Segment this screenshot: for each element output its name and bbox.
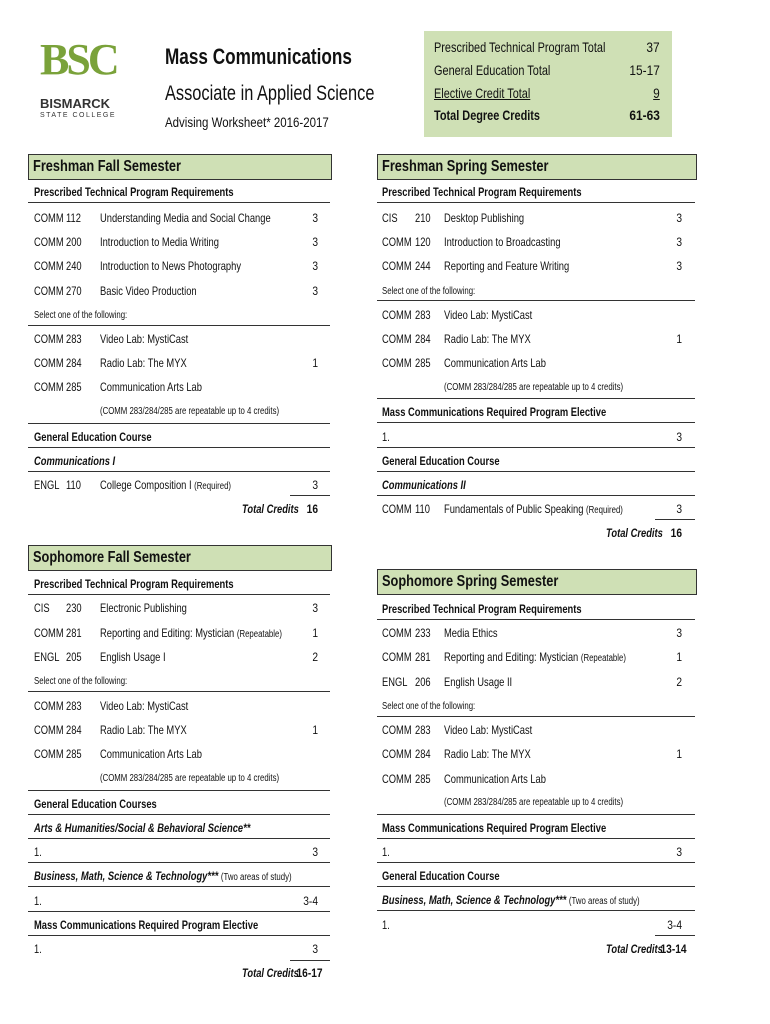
ss-elective-line: 1. xyxy=(382,845,390,859)
fs-course-dept: COMM xyxy=(382,235,412,249)
ss-select-label: Select one of the following: xyxy=(382,701,476,712)
fs-total-credits: 16 xyxy=(670,526,682,540)
fs-gen-credits: 3 xyxy=(676,502,682,516)
ff-course-credits: 3 xyxy=(312,284,318,298)
fs-gen-num: 110 xyxy=(415,502,430,516)
summary-value: 37 xyxy=(646,39,660,55)
logo-mark: BSC xyxy=(40,35,117,84)
ff-course-dept: COMM xyxy=(34,211,64,225)
ff-gen-num: 110 xyxy=(66,478,81,492)
ff-gen-name: College Composition I (Required) xyxy=(100,478,232,492)
ff-course-num: 112 xyxy=(66,211,81,225)
sf-choice-num: 284 xyxy=(66,723,82,737)
sf-total-credits: 16-17 xyxy=(296,966,323,980)
ff-gen-ed-heading: General Education Course xyxy=(34,430,152,444)
sf-choice-dept: COMM xyxy=(34,747,64,761)
fs-choice-name: Radio Lab: The MYX xyxy=(444,332,531,346)
ff-choice-name: Video Lab: MystiCast xyxy=(100,332,189,346)
ss-choice-dept: COMM xyxy=(382,772,412,786)
fs-choice-name: Video Lab: MystiCast xyxy=(444,308,533,322)
fs-gen-name: Fundamentals of Public Speaking (Required) xyxy=(444,502,623,516)
sf-elective-heading: Mass Communications Required Program Elective xyxy=(34,918,259,932)
ss-course-dept: COMM xyxy=(382,650,412,664)
ff-choice-name: Communication Arts Lab xyxy=(100,380,202,394)
sf-total-label: Total Credits xyxy=(242,966,299,980)
ss-category-2-credits: 3-4 xyxy=(667,918,682,932)
sophomore-spring-header: Sophomore Spring Semester xyxy=(377,569,697,595)
ss-total-credits: 13-14 xyxy=(660,942,687,956)
sf-category-1-credits: 3 xyxy=(312,845,318,859)
ff-gen-ed-category: Communications I xyxy=(34,454,116,468)
ss-course-name: English Usage II xyxy=(444,675,513,689)
sf-course-dept: ENGL xyxy=(34,650,60,664)
sf-choice-name: Video Lab: MystiCast xyxy=(100,699,189,713)
sf-repeat-note: (COMM 283/284/285 are repeatable up to 4 credits) xyxy=(100,773,280,784)
sf-gen-ed-heading: General Education Courses xyxy=(34,797,157,811)
sf-category-2-credits: 3-4 xyxy=(303,894,318,908)
fs-course-dept: COMM xyxy=(382,259,412,273)
summary-value: 15-17 xyxy=(629,62,660,78)
ff-course-credits: 3 xyxy=(312,235,318,249)
ss-course-num: 281 xyxy=(415,650,431,664)
sf-course-credits: 1 xyxy=(312,626,318,640)
ss-course-name: Media Ethics xyxy=(444,626,498,640)
summary-label: Elective Credit Total xyxy=(434,85,531,101)
ss-choice-name: Communication Arts Lab xyxy=(444,772,546,786)
fs-choice-num: 283 xyxy=(415,308,431,322)
summary-label: Total Degree Credits xyxy=(434,107,540,123)
ff-course-credits: 3 xyxy=(312,259,318,273)
fs-select-label: Select one of the following: xyxy=(382,286,476,297)
ss-choice-num: 284 xyxy=(415,747,431,761)
sf-course-num: 205 xyxy=(66,650,82,664)
ss-category-2: Business, Math, Science & Technology*** (Two areas of study) xyxy=(382,893,640,907)
ff-choice-num: 285 xyxy=(66,380,82,394)
logo-name: BISMARCK xyxy=(40,96,111,111)
summary-label: General Education Total xyxy=(434,62,551,78)
ss-choice-num: 285 xyxy=(415,772,431,786)
sf-elective-line: 1. xyxy=(34,942,42,956)
fs-elective-line: 1. xyxy=(382,430,390,444)
ss-choice-dept: COMM xyxy=(382,747,412,761)
ss-course-dept: COMM xyxy=(382,626,412,640)
summary-value: 9 xyxy=(653,85,660,101)
ss-choice-name: Radio Lab: The MYX xyxy=(444,747,531,761)
fs-ptpr-heading: Prescribed Technical Program Requirements xyxy=(382,185,582,199)
ff-course-dept: COMM xyxy=(34,259,64,273)
ss-course-credits: 1 xyxy=(676,650,682,664)
freshman-fall-header: Freshman Fall Semester xyxy=(28,154,332,180)
ff-choice-dept: COMM xyxy=(34,332,64,346)
ff-repeat-note: (COMM 283/284/285 are repeatable up to 4 credits) xyxy=(100,406,280,417)
ff-course-name: Understanding Media and Social Change xyxy=(100,211,271,225)
sf-choice-dept: COMM xyxy=(34,723,64,737)
sf-choice-credits: 1 xyxy=(312,723,318,737)
fs-choice-num: 285 xyxy=(415,356,431,370)
sf-choice-num: 283 xyxy=(66,699,82,713)
sf-select-label: Select one of the following: xyxy=(34,676,128,687)
sf-course-dept: CIS xyxy=(34,601,50,615)
ff-course-num: 200 xyxy=(66,235,82,249)
ss-repeat-note: (COMM 283/284/285 are repeatable up to 4 credits) xyxy=(444,797,624,808)
ff-total-label: Total Credits xyxy=(242,502,299,516)
ff-choice-dept: COMM xyxy=(34,356,64,370)
ss-choice-name: Video Lab: MystiCast xyxy=(444,723,533,737)
ss-choice-dept: COMM xyxy=(382,723,412,737)
credit-summary-box xyxy=(424,31,672,137)
ss-ptpr-heading: Prescribed Technical Program Requirements xyxy=(382,602,582,616)
worksheet-year: Advising Worksheet* 2016-2017 xyxy=(165,114,329,130)
ff-total-credits: 16 xyxy=(306,502,318,516)
fs-total-label: Total Credits xyxy=(606,526,663,540)
ff-course-name: Introduction to Media Writing xyxy=(100,235,219,249)
ff-choice-dept: COMM xyxy=(34,380,64,394)
ss-course-credits: 2 xyxy=(676,675,682,689)
fs-course-num: 210 xyxy=(415,211,431,225)
ss-total-label: Total Credits xyxy=(606,942,663,956)
sf-course-dept: COMM xyxy=(34,626,64,640)
fs-course-num: 244 xyxy=(415,259,431,273)
fs-gen-ed-category: Communications II xyxy=(382,478,466,492)
ff-choice-name: Radio Lab: The MYX xyxy=(100,356,187,370)
sf-elective-credits: 3 xyxy=(312,942,318,956)
sf-course-credits: 3 xyxy=(312,601,318,615)
sf-course-name: Electronic Publishing xyxy=(100,601,187,615)
ff-choice-credits: 1 xyxy=(312,356,318,370)
sf-category-2-line: 1. xyxy=(34,894,42,908)
sf-course-name: Reporting and Editing: Mystician (Repeatable) xyxy=(100,626,282,640)
fs-repeat-note: (COMM 283/284/285 are repeatable up to 4 credits) xyxy=(444,382,624,393)
ss-course-num: 206 xyxy=(415,675,431,689)
fs-course-name: Introduction to Broadcasting xyxy=(444,235,561,249)
fs-gen-dept: COMM xyxy=(382,502,412,516)
sf-category-1-line: 1. xyxy=(34,845,42,859)
fs-elective-credits: 3 xyxy=(676,430,682,444)
ss-elective-credits: 3 xyxy=(676,845,682,859)
freshman-spring-header: Freshman Spring Semester xyxy=(377,154,697,180)
sf-ptpr-heading: Prescribed Technical Program Requirements xyxy=(34,577,234,591)
sophomore-fall-header: Sophomore Fall Semester xyxy=(28,545,332,571)
ff-ptpr-heading: Prescribed Technical Program Requirements xyxy=(34,185,234,199)
logo-subtitle: STATE COLLEGE xyxy=(40,112,117,119)
fs-course-name: Desktop Publishing xyxy=(444,211,525,225)
sf-category-2: Business, Math, Science & Technology*** (Two areas of study) xyxy=(34,869,292,883)
ff-choice-num: 284 xyxy=(66,356,82,370)
sf-category-1: Arts & Humanities/Social & Behavioral Science** xyxy=(34,821,251,835)
fs-choice-num: 284 xyxy=(415,332,431,346)
fs-choice-name: Communication Arts Lab xyxy=(444,356,546,370)
ff-course-name: Basic Video Production xyxy=(100,284,197,298)
fs-course-name: Reporting and Feature Writing xyxy=(444,259,570,273)
fs-choice-dept: COMM xyxy=(382,356,412,370)
ss-choice-credits: 1 xyxy=(676,747,682,761)
fs-choice-credits: 1 xyxy=(676,332,682,346)
ss-category-2-line: 1. xyxy=(382,918,390,932)
sf-choice-name: Communication Arts Lab xyxy=(100,747,202,761)
ff-course-num: 240 xyxy=(66,259,82,273)
sf-choice-num: 285 xyxy=(66,747,82,761)
ff-course-dept: COMM xyxy=(34,284,64,298)
fs-gen-ed-heading: General Education Course xyxy=(382,454,500,468)
fs-course-num: 120 xyxy=(415,235,431,249)
sf-course-credits: 2 xyxy=(312,650,318,664)
ff-gen-credits: 3 xyxy=(312,478,318,492)
sf-course-num: 281 xyxy=(66,626,82,640)
fs-choice-dept: COMM xyxy=(382,308,412,322)
summary-label: Prescribed Technical Program Total xyxy=(434,39,606,55)
ss-elective-heading: Mass Communications Required Program Elective xyxy=(382,821,607,835)
fs-choice-dept: COMM xyxy=(382,332,412,346)
ff-gen-dept: ENGL xyxy=(34,478,60,492)
fs-course-credits: 3 xyxy=(676,259,682,273)
ff-course-dept: COMM xyxy=(34,235,64,249)
fs-elective-heading: Mass Communications Required Program Elective xyxy=(382,405,607,419)
fs-course-credits: 3 xyxy=(676,211,682,225)
ss-gen-ed-heading: General Education Course xyxy=(382,869,500,883)
ff-course-num: 270 xyxy=(66,284,82,298)
sf-course-num: 230 xyxy=(66,601,82,615)
sf-course-name: English Usage I xyxy=(100,650,166,664)
fs-course-credits: 3 xyxy=(676,235,682,249)
fs-course-dept: CIS xyxy=(382,211,398,225)
ff-course-name: Introduction to News Photography xyxy=(100,259,242,273)
ff-choice-num: 283 xyxy=(66,332,82,346)
college-logo xyxy=(40,35,122,142)
ss-course-dept: ENGL xyxy=(382,675,408,689)
ff-course-credits: 3 xyxy=(312,211,318,225)
sf-choice-dept: COMM xyxy=(34,699,64,713)
ss-choice-num: 283 xyxy=(415,723,431,737)
summary-value: 61-63 xyxy=(629,107,660,123)
program-title: Mass Communications xyxy=(165,44,352,69)
ss-course-name: Reporting and Editing: Mystician (Repeatable) xyxy=(444,650,626,664)
ff-select-label: Select one of the following: xyxy=(34,310,128,321)
ss-course-credits: 3 xyxy=(676,626,682,640)
ss-course-num: 233 xyxy=(415,626,431,640)
degree-title: Associate in Applied Science xyxy=(165,82,375,105)
sf-choice-name: Radio Lab: The MYX xyxy=(100,723,187,737)
